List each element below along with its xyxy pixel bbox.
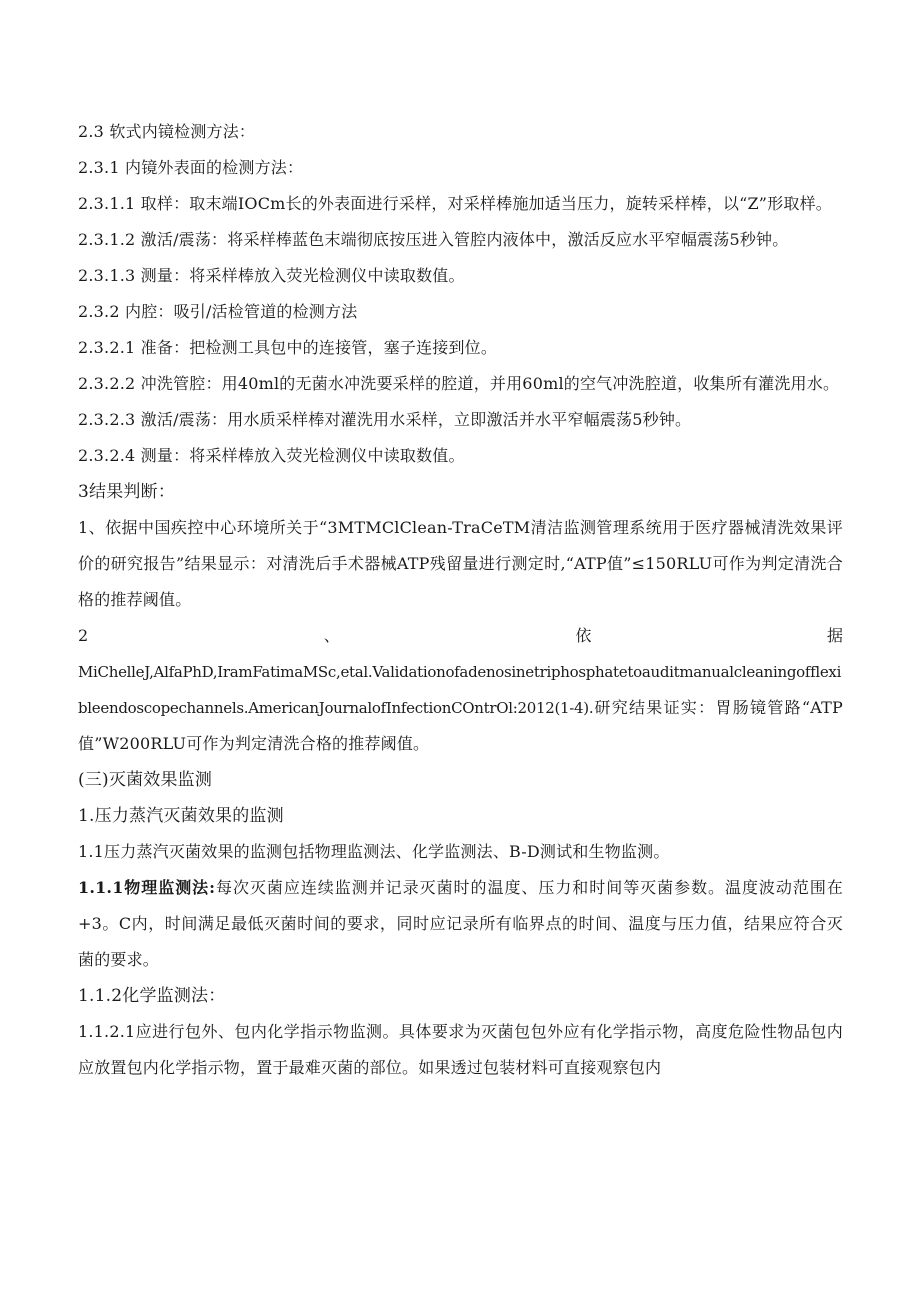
document-body (78, 114, 843, 1086)
paragraph-measurement: 2.3.1.3 测量：将采样棒放入荧光检测仪中读取数值。 (78, 266, 465, 285)
paragraph-sampling: 2.3.1.1 取样：取末端IOCm长的外表面进行采样，对采样棒施加适当压力，旋转采样棒，以“Z”形取样。 (78, 194, 832, 213)
reference-2-word-a: 依 (575, 626, 592, 645)
paragraph-physical-monitoring (78, 870, 843, 978)
physical-monitoring-label: 1.1.1物理监测法: (78, 878, 216, 897)
paragraph-reference-1: 1、依据中国疾控中心环境所关于“3MTMClClean-TraCeTM清洁监测管理系统用于医疗器械清洗效果评价的研究报告”结果显示：对清洗后手术器械ATP残留量进行测定时,“ATP值”≤150RLU可作为判定清洗合格的推荐阈值。 (78, 518, 843, 609)
section-heading-2-3-1: 2.3.1 内镜外表面的检测方法： (78, 158, 304, 177)
paragraph-flushing: 2.3.2.2 冲洗管腔：用40ml的无菌水冲洗要采样的腔道，并用60ml的空气冲洗腔道，收集所有灌洗用水。 (78, 374, 840, 393)
reference-2-number: 2 (78, 626, 89, 645)
paragraph-reference-2 (78, 654, 843, 762)
section-heading-steam-sterilization: 1.压力蒸汽灭菌效果的监测 (78, 806, 284, 826)
section-heading-results: 3结果判断： (78, 482, 176, 502)
paragraph-monitoring-methods: 1.1压力蒸汽灭菌效果的监测包括物理监测法、化学监测法、B-D测试和生物监测。 (78, 842, 670, 861)
reference-2-intro (78, 618, 843, 654)
paragraph-water-activation: 2.3.2.3 激活/震荡：用水质采样棒对灌洗用水采样，立即激活并水平窄幅震荡5秒钟。 (78, 410, 692, 429)
paragraph-water-measurement: 2.3.2.4 测量：将采样棒放入荧光检测仪中读取数值。 (78, 446, 465, 465)
reference-2-conclusion: 研究结果证实：胃肠镜管路“ATP值”W200RLU可作为判定清洗合格的推荐阈值。 (78, 698, 843, 753)
reference-2-separator: 、 (323, 626, 340, 645)
physical-monitoring-text: 每次灭菌应连续监测并记录灭菌时的温度、压力和时间等灭菌参数。温度波动范围在+3。C内，时间满足最低灭菌时间的要求，同时应记录所有临界点的时间、温度与压力值，结果应符合灭菌的要求。 (78, 878, 843, 969)
section-heading-2-3-2: 2.3.2 内腔：吸引/活检管道的检测方法 (78, 302, 358, 321)
section-heading-chemical-monitoring: 1.1.2化学监测法： (78, 986, 226, 1006)
section-heading-2-3: 2.3 软式内镜检测方法： (78, 122, 256, 141)
paragraph-chemical-indicators: 1.1.2.1应进行包外、包内化学指示物监测。具体要求为灭菌包包外应有化学指示物，高度危险性物品包内应放置包内化学指示物，置于最难灭菌的部位。如果透过包装材料可直接观察包内 (78, 1022, 843, 1077)
reference-2-word-b: 据 (826, 626, 843, 645)
paragraph-activation: 2.3.1.2 激活/震荡：将采样棒蓝色末端彻底按压进入管腔内液体中，激活反应水平窄幅震荡5秒钟。 (78, 230, 789, 249)
reference-2-citation: MiChelleJ,AlfaPhD,IramFatimaMSc,etal.Validationofadenosinetriphosphatetoauditmanualcleaningofflexibleendoscopechannels.AmericanJournalofInfectionCOntrOl:2012(1-4). (78, 663, 842, 717)
section-heading-sterilization: (三)灭菌效果监测 (78, 770, 213, 790)
paragraph-preparation: 2.3.2.1 准备：把检测工具包中的连接管，塞子连接到位。 (78, 338, 498, 357)
